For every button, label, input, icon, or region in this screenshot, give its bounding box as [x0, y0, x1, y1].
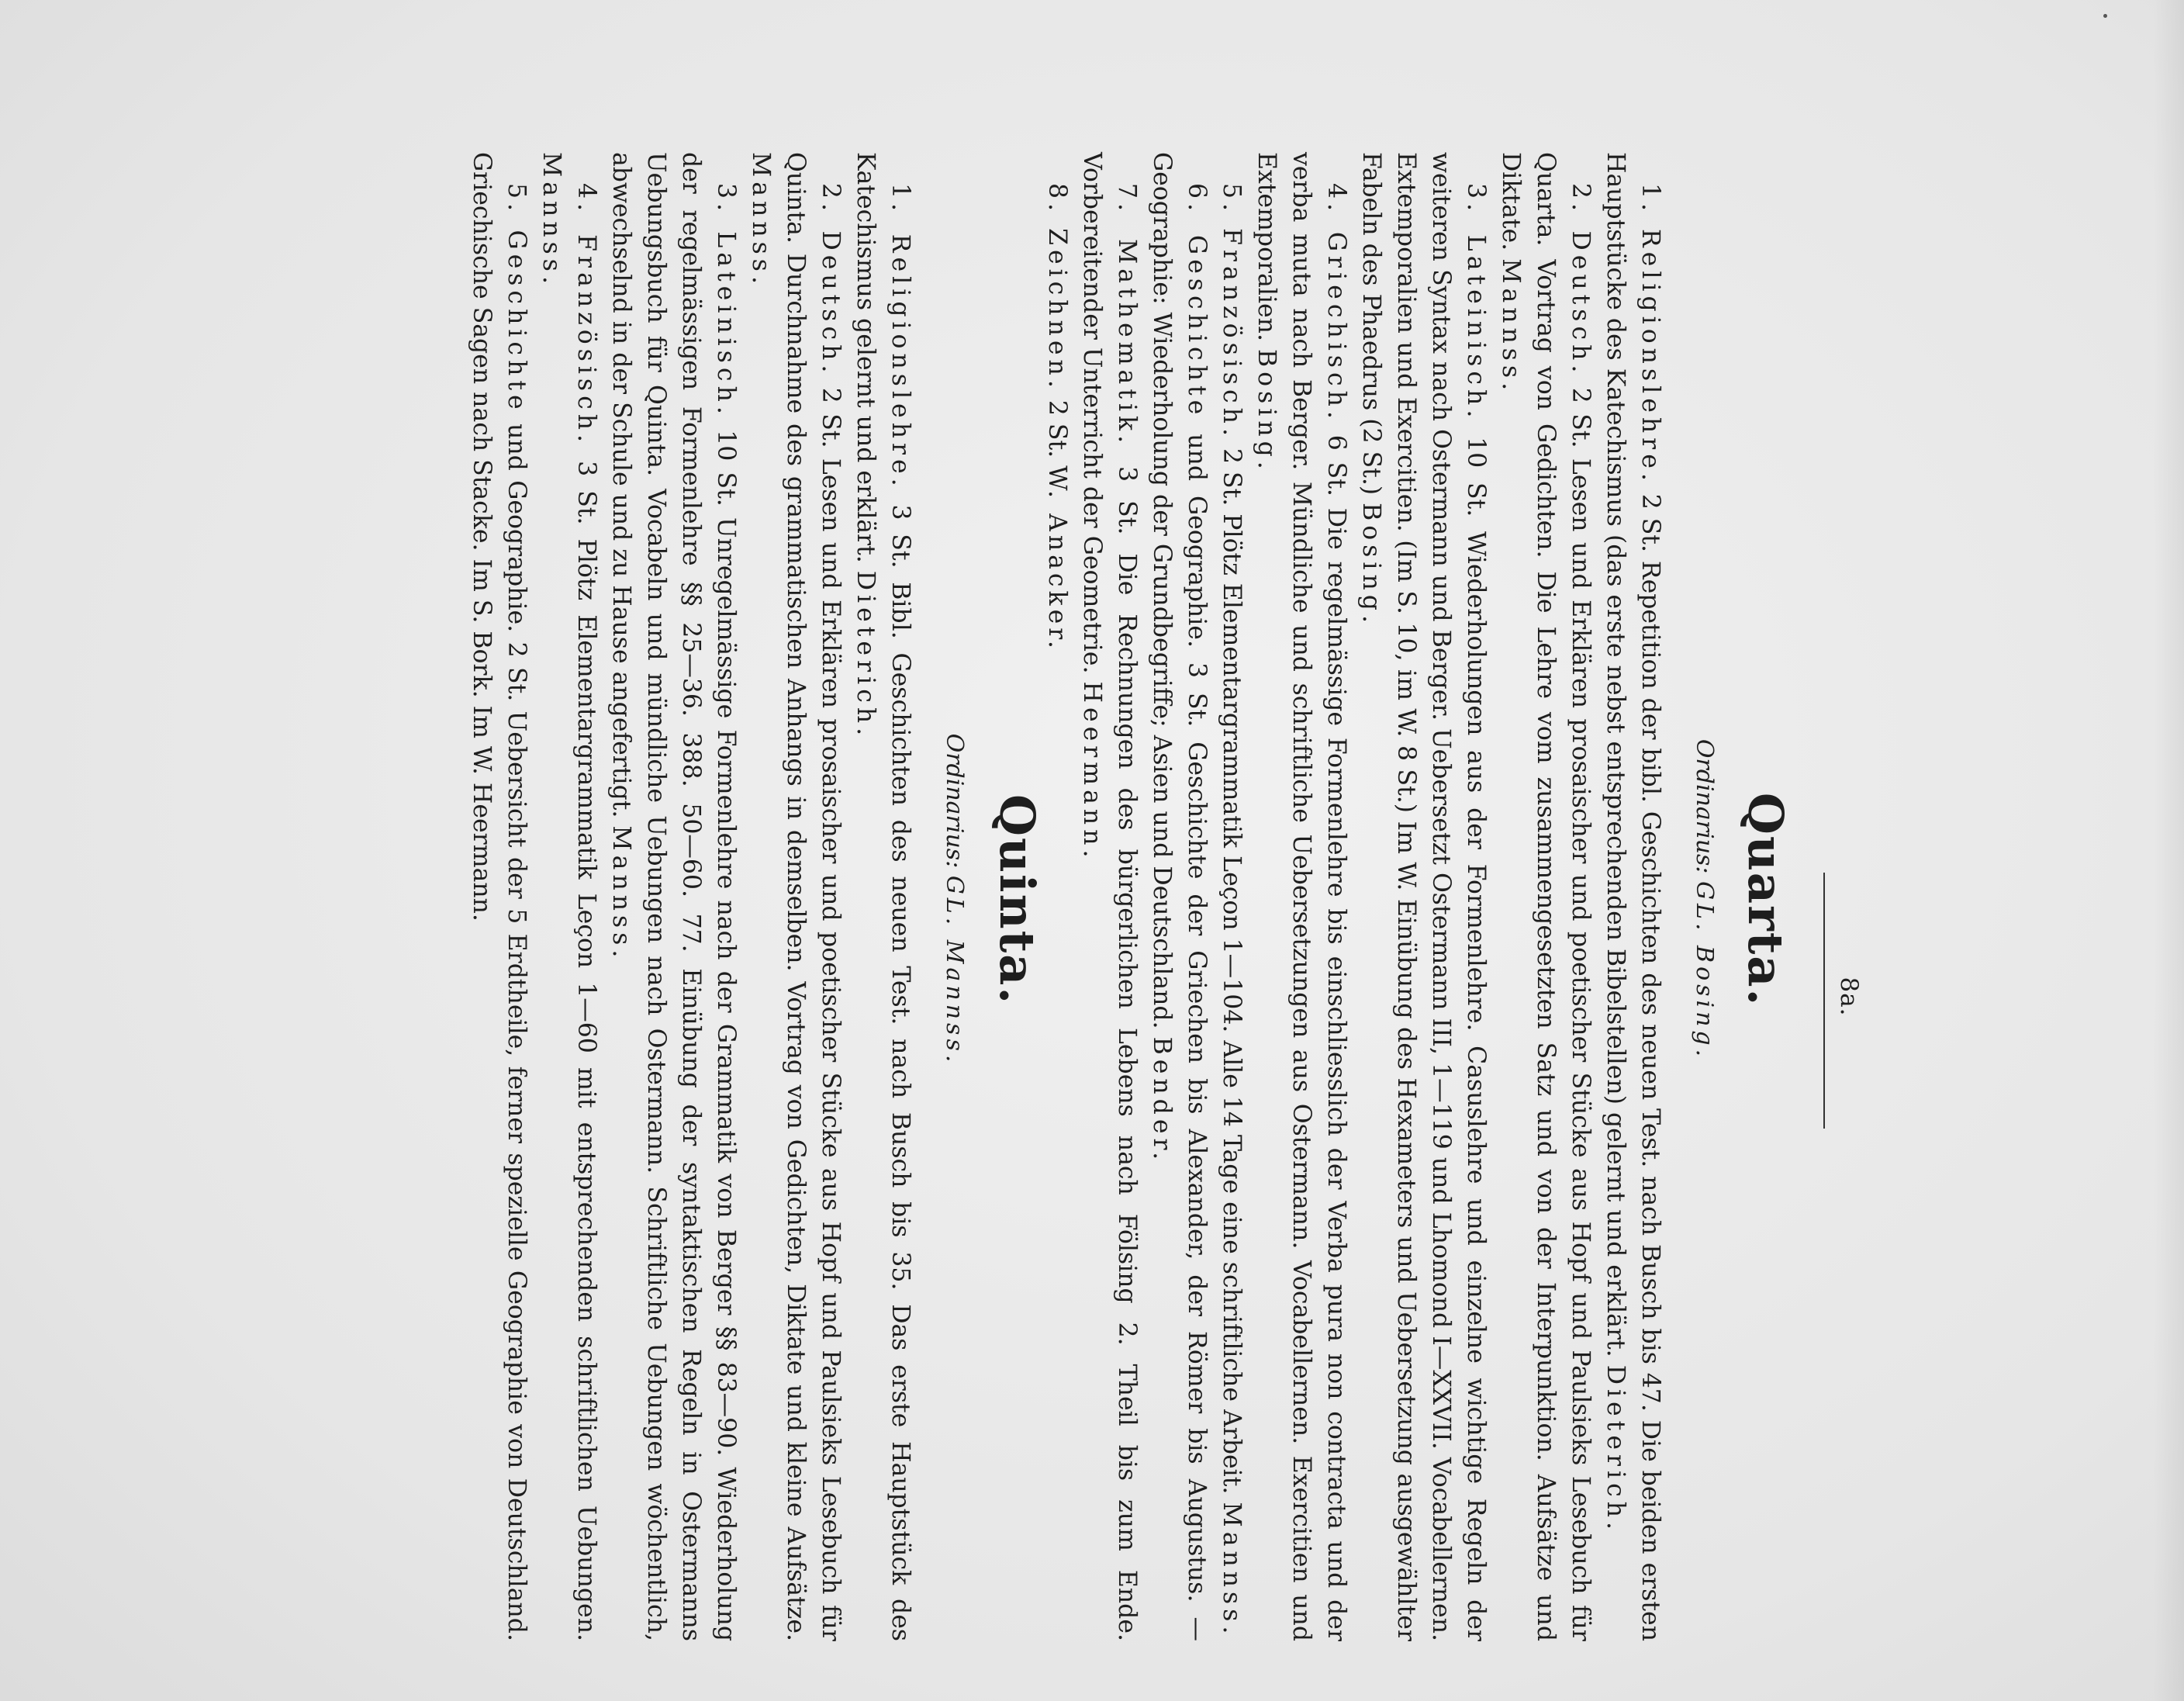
- quarta-item-5: [1214, 152, 1249, 1641]
- quarta-item-2: [1493, 152, 1598, 1641]
- item-head: 2. Deutsch.: [1567, 183, 1595, 378]
- item-text: 2 St. Lesen und Erklären prosaischer und poetischer Stücke aus Hopf und Paulsieks Lesebuch für Quinta. Durchnahme des grammatischen Anhangs in demselben. Vortrag von Gedichten, Diktate und kleine Aufsätze.: [782, 152, 845, 1641]
- item-teacher: Bosing.: [1253, 349, 1280, 474]
- item-text: 2 St. Plötz Elementargrammatik Leçon 1—104. Alle 14 Tage eine schriftliche Arbeit.: [1218, 440, 1246, 1502]
- quarta-item-3: [1353, 152, 1493, 1641]
- item-teacher: Dieterich.: [852, 570, 879, 741]
- ink-speck: [2103, 14, 2107, 18]
- item-teacher: W. Anacker.: [1043, 465, 1071, 652]
- item-text: 2 St.: [1043, 392, 1071, 466]
- quarta-item-4: [1249, 152, 1353, 1641]
- quarta-ordinarius-name: GL. Bosing.: [1691, 881, 1718, 1061]
- item-teacher: Mannss.: [1497, 258, 1525, 396]
- item-head: 1. Religionslehre.: [886, 183, 914, 491]
- quinta-body: [464, 152, 917, 1641]
- item-text: 3 St. Die Rechnungen des bürgerlichen Lebens nach Fölsing 2. Theil bis zum Ende. Vorbereitender Unterricht der Geometrie.: [1078, 152, 1141, 1641]
- item-teacher: Mannss.: [537, 152, 565, 289]
- item-head: 5. Französisch.: [1218, 183, 1246, 441]
- quinta-ordinarius-name: GL. Mannss.: [941, 875, 968, 1067]
- quinta-item-5: [464, 152, 534, 1641]
- quinta-ordinarius: [941, 140, 968, 1660]
- quinta-heading: Quinta.: [989, 793, 1045, 1006]
- item-text: und Geographie. 2 St. Uebersicht der 5 Erdtheile, ferner spezielle Geographie von Deutschland. Griechische Sagen nach Stacke. Im S. Bork. Im W. Heermann.: [468, 152, 530, 1641]
- rotated-page-content: [130, 140, 1868, 1660]
- header-rule: [1823, 873, 1825, 1129]
- quinta-item-1: [848, 152, 917, 1641]
- item-text: 2 St. Repetition der bibl. Geschichten des neuen Test. nach Busch bis 47. Die beiden ersten Hauptstücke des Katechismus (das erste nebst entsprechenden Bibelstellen) gelernt und erklärt.: [1602, 152, 1664, 1641]
- item-text: 2 St. Lesen und Erklären prosaischer und poetischer Stücke aus Hopf und Paulsieks Lesebuch für Quarta. Vortrag von Gedichten. Die Lehre vom zusammengesetzten Satz und von der Interpunktion. Aufsätze und Diktate.: [1497, 152, 1595, 1641]
- quinta-item-3: [603, 152, 743, 1641]
- item-text: 10 St. Wiederholungen aus der Formenlehre. Casuslehre und einzelne wichtige Regeln der weiteren Syntax nach Ostermann und Berger. Uebersetzt Ostermann III, 1—119 und Lhomond I—XXVII. Vocabellernen. Extemporalien und Exercitien. (Im S. 10, im W. 8 St.) Im W. Einübung des Hexameters und Uebersetzung ausgewählter Fabeln des Phaedrus (2 St.): [1357, 152, 1490, 1642]
- quarta-body: [1039, 152, 1667, 1641]
- item-head: 1. Religionslehre.: [1636, 183, 1664, 486]
- item-head: 4. Französisch.: [572, 183, 600, 448]
- quarta-item-6: [1144, 152, 1214, 1641]
- quarta-item-1: [1598, 152, 1667, 1641]
- quinta-item-4: [534, 152, 603, 1641]
- item-text: 6 St. Die regelmässige Formenlehre bis einschliesslich der Verba pura non contracta und der verba muta nach Berger. Mündliche und schriftliche Uebersetzungen aus Ostermann. Vocabellernen. Exercitien und Extemporalien.: [1253, 152, 1350, 1641]
- item-teacher: Heermann.: [1078, 681, 1106, 863]
- quinta-ordinarius-label: Ordinarius:: [941, 733, 968, 869]
- item-head: 7. Mathematik.: [1113, 183, 1141, 448]
- quarta-ordinarius: [1691, 140, 1718, 1660]
- item-head: 4. Griechisch.: [1322, 183, 1350, 424]
- item-text: 3 St. Plötz Elementargrammatik Leçon 1—60 mit entsprechenden schriftlichen Uebungen.: [572, 447, 600, 1641]
- item-teacher: Bosing.: [1357, 503, 1385, 628]
- item-teacher: Dieterich.: [1602, 1364, 1629, 1535]
- page-edge-shadow: [2153, 0, 2184, 1701]
- item-head: 3. Lateinisch.: [1462, 183, 1490, 423]
- item-teacher: Bender.: [1148, 1036, 1176, 1165]
- item-teacher: Mannss.: [1218, 1502, 1246, 1639]
- item-text: 3 St. Bibl. Geschichten des neuen Test. nach Busch bis 35. Das erste Hauptstück des Katechismus gelernt und erklärt.: [852, 152, 914, 1641]
- quinta-item-2: [743, 152, 848, 1641]
- item-teacher: Mannss.: [747, 152, 775, 289]
- item-head: 8. Zeichnen.: [1043, 183, 1071, 392]
- quarta-ordinarius-label: Ordinarius:: [1691, 738, 1718, 874]
- item-head: 2. Deutsch.: [817, 183, 845, 378]
- item-head: 3. Lateinisch.: [712, 183, 740, 419]
- item-text: und Geographie. 3 St. Geschichte der Griechen bis Alexander, der Römer bis Augustus. — Geographie: Wiederholung der Grundbegriffe; Asien und Deutschland.: [1148, 152, 1211, 1641]
- page-number: 8a.: [1835, 977, 1863, 1017]
- item-teacher: Mannss.: [607, 825, 635, 963]
- item-head: 5. Geschichte: [503, 183, 530, 414]
- quarta-heading: Quarta.: [1737, 792, 1794, 1008]
- item-head: 6. Geschichte: [1183, 183, 1211, 420]
- item-text: 10 St. Unregelmässige Formenlehre nach der Grammatik von Berger §§ 83—90. Wiederholung der regelmässigen Formenlehre §§ 25—36. 388. 50—60. 77. Einübung der syntaktischen Regeln in Ostermanns Uebungsbuch für Quinta. Vocabeln und mündliche Uebungen nach Ostermann. Schriftliche Uebungen wöchentlich, abwechselnd in der Schule und zu Hause angefertigt.: [607, 152, 740, 1642]
- quarta-item-7: [1074, 152, 1144, 1641]
